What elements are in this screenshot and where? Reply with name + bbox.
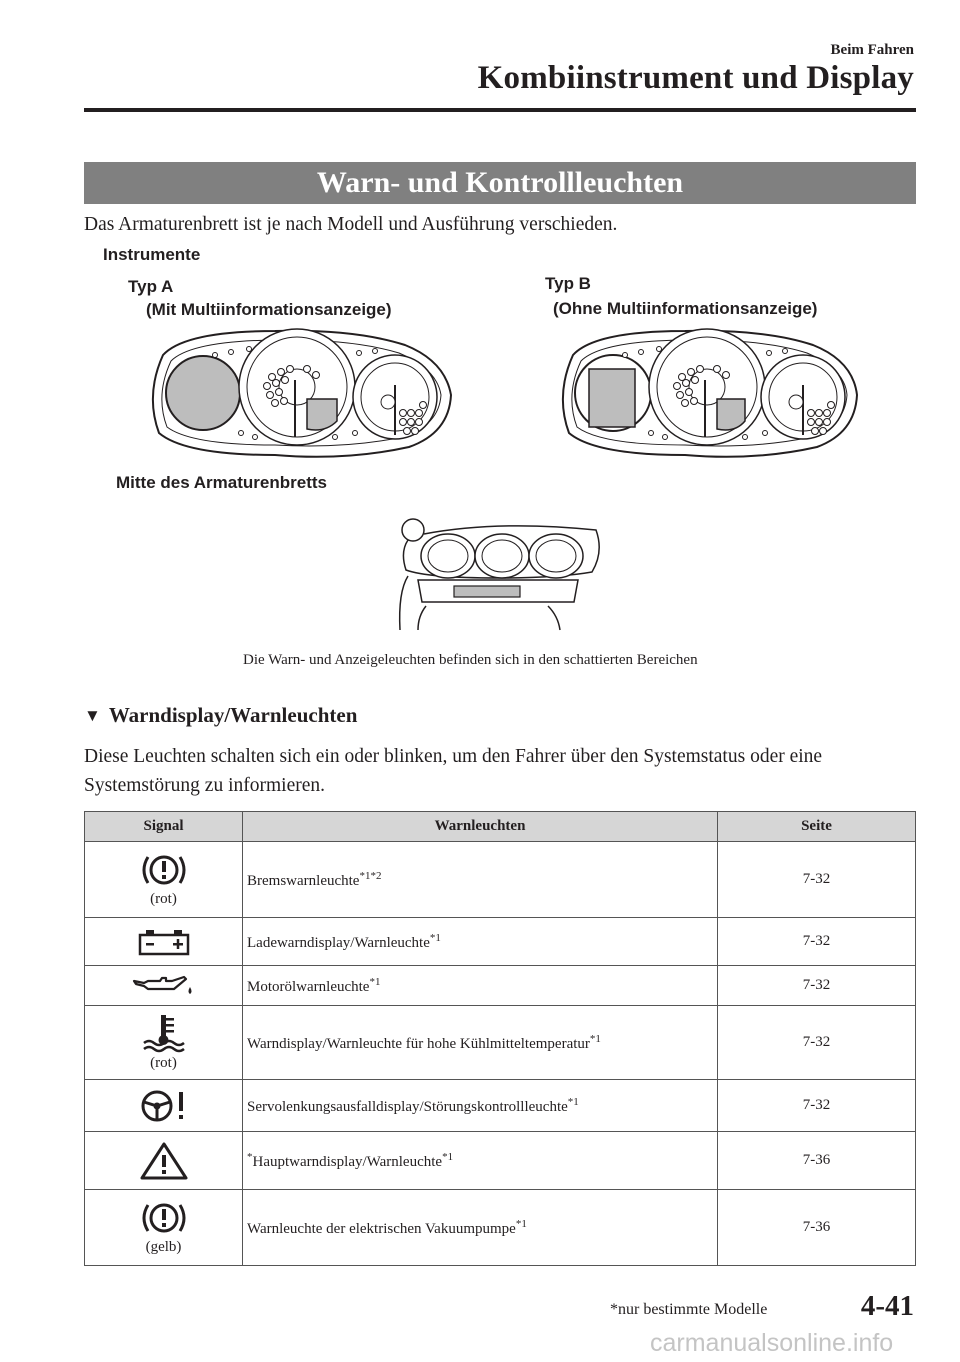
signal-color-note: (rot) [150, 891, 177, 907]
footnote-marker: *1 [515, 1217, 527, 1230]
footnote: *nur bestimmte Modelle [610, 1301, 768, 1318]
warning-light-name: Warnleuchte der elektrischen Vakuumpumpe [247, 1220, 516, 1237]
coolant-temperature-icon [140, 1013, 188, 1053]
instrument-cluster-typ-b [555, 325, 860, 460]
footnote-marker: *1 [567, 1095, 579, 1108]
table-row [85, 842, 916, 918]
brake-warning-icon [139, 851, 189, 889]
oil-can-icon [132, 975, 196, 997]
signal-color-note: (gelb) [145, 1239, 182, 1255]
typ-a-note: (Mit Multiinformationsanzeige) [146, 300, 392, 319]
intro-text: Das Armaturenbrett ist je nach Modell und Ausführung verschieden. [84, 214, 618, 235]
footnote-marker: * [247, 1150, 253, 1163]
page-number: 4-41 [860, 1290, 914, 1322]
col-header-warnleuchten: Warnleuchten [243, 812, 718, 842]
page-ref: 7-32 [718, 918, 916, 966]
table-row [85, 918, 916, 966]
instrumente-label: Instrumente [103, 245, 201, 264]
warning-light-name: Ladewarndisplay/Warnleuchte [247, 934, 430, 951]
section-title: Beim Fahren [830, 42, 914, 58]
typ-b-label: Typ B [545, 274, 591, 293]
page-ref: 7-32 [718, 1080, 916, 1132]
page-ref: 7-36 [718, 1132, 916, 1190]
vacuum-pump-warning-icon [139, 1199, 189, 1237]
page-title-banner: Warn- und Kontrollleuchten [84, 162, 916, 204]
table-row [85, 966, 916, 1006]
page-ref: 7-32 [718, 842, 916, 918]
battery-icon [136, 928, 192, 956]
warning-light-name: Warndisplay/Warnleuchte für hohe Kühlmitteltemperatur [247, 1035, 590, 1052]
footnote-marker: *1 [369, 975, 381, 988]
col-header-seite: Seite [718, 812, 916, 842]
table-row [85, 1006, 916, 1080]
typ-a-label: Typ A [128, 277, 174, 296]
page-ref: 7-36 [718, 1190, 916, 1266]
footnote-marker: *1 [589, 1032, 601, 1045]
mitte-label: Mitte des Armaturenbretts [116, 473, 327, 492]
subsection-title-text: Warndisplay/Warnleuchten [108, 703, 358, 727]
footnote-marker: *1 [429, 931, 441, 944]
page-ref: 7-32 [718, 1006, 916, 1080]
footnote-marker: *1 [442, 1150, 454, 1163]
warning-lights-table [84, 811, 916, 1266]
watermark: carmanualsonline.info [650, 1329, 894, 1357]
steering-wheel-warning-icon [139, 1089, 189, 1123]
master-warning-triangle-icon [139, 1141, 189, 1181]
chapter-title: Kombiinstrument und Display [477, 60, 914, 96]
table-row [85, 1080, 916, 1132]
col-header-signal: Signal [85, 812, 243, 842]
footnote-marker: *1*2 [359, 869, 382, 882]
instrument-cluster-typ-a [145, 325, 457, 460]
warning-light-name: Servolenkungsausfalldisplay/Störungskontrollleuchte [247, 1098, 568, 1115]
typ-b-note: (Ohne Multiinformationsanzeige) [553, 299, 818, 318]
figure-caption: Die Warn- und Anzeigeleuchten befinden sich in den schattierten Bereichen [243, 652, 698, 668]
table-row [85, 1190, 916, 1266]
warning-light-name: Motorölwarnleuchte [247, 978, 370, 995]
center-dashboard-figure [378, 512, 610, 632]
table-row [85, 1132, 916, 1190]
table-header-row [85, 812, 916, 842]
signal-color-note: (rot) [150, 1055, 177, 1071]
header-rule [84, 108, 916, 112]
collapse-triangle-icon: ▼ [84, 706, 101, 725]
subsection-title [84, 703, 357, 728]
warning-light-name: Hauptwarndisplay/Warnleuchte [252, 1153, 443, 1170]
page-ref: 7-32 [718, 966, 916, 1006]
warning-light-name: Bremswarnleuchte [247, 872, 360, 889]
subsection-text: Diese Leuchten schalten sich ein oder blinken, um den Fahrer über den Systemstatus oder eine Systemstörung zu informieren. [84, 746, 823, 796]
